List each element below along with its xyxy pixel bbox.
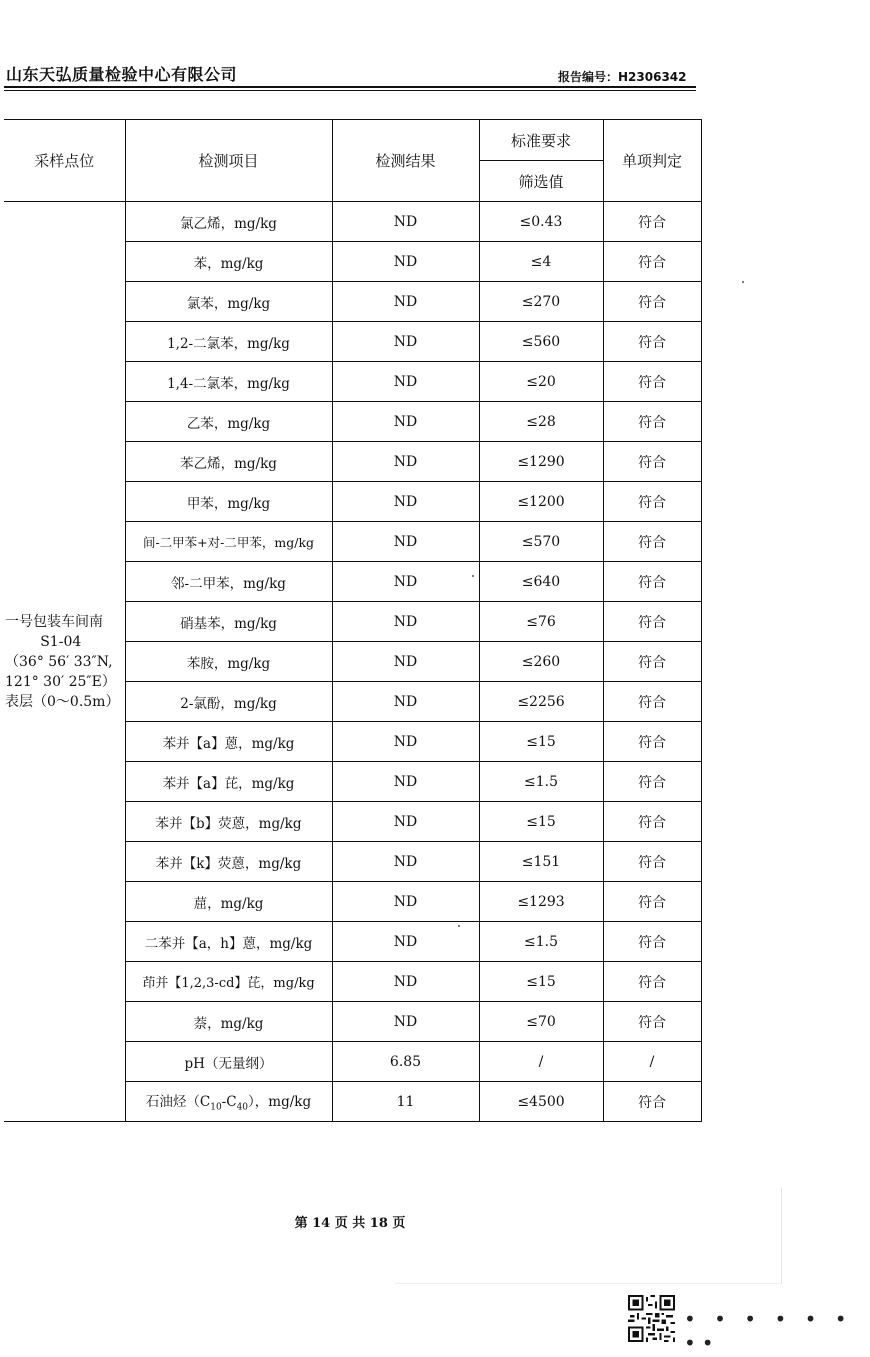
limit-cell: ≤4500 bbox=[479, 1082, 603, 1122]
result-cell: ND bbox=[332, 842, 479, 882]
limit-cell: / bbox=[479, 1042, 603, 1082]
results-table bbox=[4, 119, 702, 1122]
scan-edge bbox=[781, 1188, 782, 1284]
result-cell: ND bbox=[332, 602, 479, 642]
limit-cell: ≤15 bbox=[479, 802, 603, 842]
limit-cell: ≤1290 bbox=[479, 442, 603, 482]
item-cell-petroleum bbox=[125, 1082, 332, 1122]
header-item: 检测项目 bbox=[125, 120, 332, 202]
header-rule-thin bbox=[4, 90, 696, 91]
sampling-location bbox=[4, 202, 125, 1122]
judgment-cell: 符合 bbox=[603, 922, 701, 962]
location-line-code: S1-04 bbox=[40, 633, 82, 650]
location-line-lon: 121° 30′ 25″E） bbox=[5, 673, 116, 690]
item-cell: pH（无量纲） bbox=[125, 1042, 332, 1082]
result-cell: ND bbox=[332, 282, 479, 322]
table-row bbox=[4, 202, 701, 242]
judgment-cell: 符合 bbox=[603, 962, 701, 1002]
result-cell: ND bbox=[332, 922, 479, 962]
judgment-cell: 符合 bbox=[603, 682, 701, 722]
result-cell: ND bbox=[332, 722, 479, 762]
judgment-cell: 符合 bbox=[603, 442, 701, 482]
dots-trail: • • • • • • •• bbox=[684, 1307, 853, 1355]
judgment-cell: 符合 bbox=[603, 642, 701, 682]
judgment-cell: 符合 bbox=[603, 1002, 701, 1042]
limit-cell: ≤0.43 bbox=[479, 202, 603, 242]
judgment-cell: 符合 bbox=[603, 242, 701, 282]
result-cell: ND bbox=[332, 442, 479, 482]
result-cell: ND bbox=[332, 362, 479, 402]
item-cell: 氯乙烯，mg/kg bbox=[125, 202, 332, 242]
location-line-name: 一号包装车间南 bbox=[5, 613, 103, 630]
item-suffix: ），mg/kg bbox=[248, 1094, 312, 1111]
item-prefix: 石油烃（C bbox=[145, 1094, 211, 1111]
judgment-cell: 符合 bbox=[603, 322, 701, 362]
limit-cell: ≤560 bbox=[479, 322, 603, 362]
judgment-cell: 符合 bbox=[603, 362, 701, 402]
scan-speck bbox=[472, 575, 474, 577]
judgment-cell: 符合 bbox=[603, 522, 701, 562]
item-cell: 二苯并【a，h】蒽，mg/kg bbox=[125, 922, 332, 962]
result-cell: ND bbox=[332, 242, 479, 282]
limit-cell: ≤260 bbox=[479, 642, 603, 682]
result-cell: ND bbox=[332, 202, 479, 242]
judgment-cell: 符合 bbox=[603, 722, 701, 762]
result-cell: ND bbox=[332, 882, 479, 922]
item-cell: 甲苯，mg/kg bbox=[125, 482, 332, 522]
limit-cell: ≤1.5 bbox=[479, 762, 603, 802]
page-number: 第 14 页 共 18 页 bbox=[294, 1216, 406, 1231]
judgment-cell: / bbox=[603, 1042, 701, 1082]
result-cell: ND bbox=[332, 762, 479, 802]
item-sub-2: 40 bbox=[236, 1102, 249, 1113]
item-cell: 苯乙烯，mg/kg bbox=[125, 442, 332, 482]
result-cell: 11 bbox=[332, 1082, 479, 1122]
judgment-cell: 符合 bbox=[603, 202, 701, 242]
judgment-cell: 符合 bbox=[603, 482, 701, 522]
header-result: 检测结果 bbox=[332, 120, 479, 202]
header-judgment: 单项判定 bbox=[603, 120, 701, 202]
judgment-cell: 符合 bbox=[603, 1082, 701, 1122]
header-location: 采样点位 bbox=[4, 120, 125, 202]
judgment-cell: 符合 bbox=[603, 882, 701, 922]
judgment-cell: 符合 bbox=[603, 762, 701, 802]
item-cell: 苯并【b】荧蒽，mg/kg bbox=[125, 802, 332, 842]
judgment-cell: 符合 bbox=[603, 282, 701, 322]
result-cell: ND bbox=[332, 322, 479, 362]
result-cell: ND bbox=[332, 962, 479, 1002]
limit-cell: ≤15 bbox=[479, 962, 603, 1002]
item-cell: 1,4-二氯苯，mg/kg bbox=[125, 362, 332, 402]
item-cell: 苯并【a】芘，mg/kg bbox=[125, 762, 332, 802]
result-cell: ND bbox=[332, 402, 479, 442]
limit-cell: ≤20 bbox=[479, 362, 603, 402]
item-cell: 间-二甲苯+对-二甲苯，mg/kg bbox=[125, 522, 332, 562]
judgment-cell: 符合 bbox=[603, 562, 701, 602]
item-cell: 乙苯，mg/kg bbox=[125, 402, 332, 442]
result-cell: ND bbox=[332, 522, 479, 562]
report-number: 报告编号：H2306342 bbox=[558, 70, 687, 84]
location-line-lat: （36° 56′ 33″N, bbox=[5, 653, 113, 670]
item-cell: 2-氯酚，mg/kg bbox=[125, 682, 332, 722]
limit-cell: ≤28 bbox=[479, 402, 603, 442]
result-cell: ND bbox=[332, 562, 479, 602]
judgment-cell: 符合 bbox=[603, 802, 701, 842]
qr-code-icon bbox=[628, 1295, 675, 1342]
item-cell: 氯苯，mg/kg bbox=[125, 282, 332, 322]
item-cell: 萘，mg/kg bbox=[125, 1002, 332, 1042]
result-cell: 6.85 bbox=[332, 1042, 479, 1082]
limit-cell: ≤15 bbox=[479, 722, 603, 762]
scan-speck bbox=[742, 281, 744, 283]
limit-cell: ≤76 bbox=[479, 602, 603, 642]
header-rule bbox=[4, 86, 696, 88]
result-cell: ND bbox=[332, 482, 479, 522]
limit-cell: ≤70 bbox=[479, 1002, 603, 1042]
limit-cell: ≤1.5 bbox=[479, 922, 603, 962]
limit-cell: ≤151 bbox=[479, 842, 603, 882]
judgment-cell: 符合 bbox=[603, 842, 701, 882]
item-cell: 1,2-二氯苯，mg/kg bbox=[125, 322, 332, 362]
limit-cell: ≤640 bbox=[479, 562, 603, 602]
judgment-cell: 符合 bbox=[603, 602, 701, 642]
item-cell: 茚并【1,2,3-cd】芘，mg/kg bbox=[125, 962, 332, 1002]
limit-cell: ≤1293 bbox=[479, 882, 603, 922]
item-cell: 硝基苯，mg/kg bbox=[125, 602, 332, 642]
limit-cell: ≤4 bbox=[479, 242, 603, 282]
item-cell: 苯并【k】荧蒽，mg/kg bbox=[125, 842, 332, 882]
result-cell: ND bbox=[332, 682, 479, 722]
limit-cell: ≤1200 bbox=[479, 482, 603, 522]
judgment-cell: 符合 bbox=[603, 402, 701, 442]
item-cell: 邻-二甲苯，mg/kg bbox=[125, 562, 332, 602]
result-cell: ND bbox=[332, 1002, 479, 1042]
item-mid: -C bbox=[221, 1094, 237, 1111]
item-cell: 苯，mg/kg bbox=[125, 242, 332, 282]
limit-cell: ≤570 bbox=[479, 522, 603, 562]
limit-cell: ≤270 bbox=[479, 282, 603, 322]
item-cell: 苯并【a】蒽，mg/kg bbox=[125, 722, 332, 762]
item-cell: 苯胺，mg/kg bbox=[125, 642, 332, 682]
header-screening: 筛选值 bbox=[479, 161, 603, 202]
result-cell: ND bbox=[332, 642, 479, 682]
result-cell: ND bbox=[332, 802, 479, 842]
scan-speck bbox=[458, 925, 460, 927]
header-standard: 标准要求 bbox=[479, 120, 603, 161]
scan-edge bbox=[395, 1283, 782, 1284]
item-sub-1: 10 bbox=[210, 1102, 222, 1113]
item-cell: 䓛，mg/kg bbox=[125, 882, 332, 922]
location-line-depth: 表层（0～0.5m） bbox=[5, 693, 120, 710]
limit-cell: ≤2256 bbox=[479, 682, 603, 722]
company-name: 山东天弘质量检验中心有限公司 bbox=[6, 65, 238, 84]
